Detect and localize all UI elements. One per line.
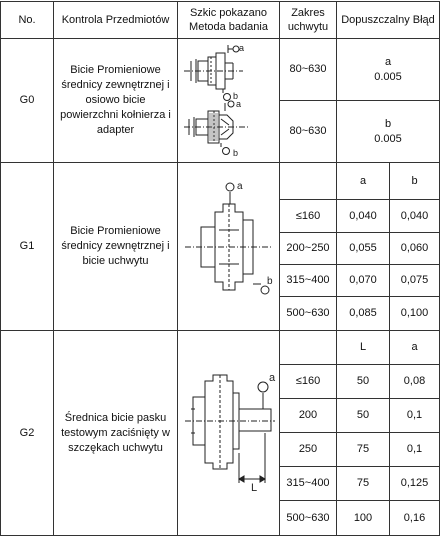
table-row <box>1 163 440 200</box>
range-g1-3: 315~400 <box>280 265 337 297</box>
value-g1-b: 0,060 <box>390 233 440 265</box>
sketch-g1-mark-b: b <box>267 275 273 287</box>
tolerance-g0-b <box>337 101 440 163</box>
header-no: No. <box>1 2 54 39</box>
sketch-g1-mark-a: a <box>237 180 243 192</box>
description-g2: Średnica bicie pasku testowym zaciśnięty w szczękach uchwytu <box>54 331 178 536</box>
value-g2-a: 0,08 <box>390 365 440 399</box>
header-row <box>1 2 440 39</box>
column-g2-a: a <box>390 331 440 365</box>
range-g2-4: 315~400 <box>280 467 337 501</box>
range-g1-header <box>280 163 337 200</box>
tolerance-value: 0.005 <box>374 70 402 83</box>
table-row <box>1 331 440 365</box>
value-g2-a: 0,1 <box>390 399 440 433</box>
sketch-g2 <box>178 331 280 536</box>
sketch-g2-mark-l: L <box>251 482 258 494</box>
range-g2-3: 250 <box>280 433 337 467</box>
value-g2-l: 75 <box>337 467 390 501</box>
header-zakres: Zakres uchwytu <box>280 2 337 39</box>
header-blad: Dopuszczalny Błąd <box>337 2 440 39</box>
column-g1-b: b <box>390 163 440 200</box>
sketch-g0-bottom-mark-b: b <box>233 147 239 158</box>
value-g2-l: 50 <box>337 399 390 433</box>
value-g2-a: 0,125 <box>390 467 440 501</box>
sketch-g0-top-mark-b: b <box>233 90 239 101</box>
value-g1-a: 0,040 <box>337 200 390 233</box>
value-g2-a: 0,1 <box>390 433 440 467</box>
value-g1-b: 0,040 <box>390 200 440 233</box>
range-g0-1: 80~630 <box>280 39 337 101</box>
tolerance-label: a <box>384 55 392 68</box>
column-g1-a: a <box>337 163 390 200</box>
description-g0: Bicie Promieniowe średnicy zewnętrznej i osiowo bicie powierzchni kołnierza i adapter <box>54 39 178 163</box>
chuck-runout-diagram <box>181 172 279 322</box>
column-g2-l: L <box>337 331 390 365</box>
header-szkic: Szkic pokazano Metoda badania <box>178 2 280 39</box>
sketch-g0 <box>178 39 280 163</box>
row-no-g1: G1 <box>1 163 54 331</box>
value-g1-a: 0,085 <box>337 297 390 331</box>
range-g2-2: 200 <box>280 399 337 433</box>
table-row <box>1 39 440 101</box>
value-g1-b: 0,100 <box>390 297 440 331</box>
range-g1-1: ≤160 <box>280 200 337 233</box>
tolerance-value: 0.005 <box>374 132 402 145</box>
range-g1-4: 500~630 <box>280 297 337 331</box>
range-g2-5: 500~630 <box>280 501 337 536</box>
range-g0-2: 80~630 <box>280 101 337 163</box>
value-g2-l: 75 <box>337 433 390 467</box>
inspection-table <box>0 1 440 536</box>
sketch-g2-mark-a: a <box>269 372 276 384</box>
range-g2-header <box>280 331 337 365</box>
test-bar-runout-diagram <box>181 353 279 513</box>
sketch-g0-top-mark-a: a <box>239 42 245 53</box>
chuck-flange-runout-diagram <box>181 41 279 161</box>
header-kontrola: Kontrola Przedmiotów <box>54 2 178 39</box>
value-g2-l: 100 <box>337 501 390 536</box>
sketch-g1 <box>178 163 280 331</box>
tolerance-label: b <box>384 117 392 130</box>
description-g1: Bicie Promieniowe średnicy zewnętrznej i bicie uchwytu <box>54 163 178 331</box>
value-g2-l: 50 <box>337 365 390 399</box>
range-g1-2: 200~250 <box>280 233 337 265</box>
value-g2-a: 0,16 <box>390 501 440 536</box>
tolerance-g0-a <box>337 39 440 101</box>
value-g1-a: 0,055 <box>337 233 390 265</box>
value-g1-b: 0,075 <box>390 265 440 297</box>
range-g2-1: ≤160 <box>280 365 337 399</box>
sketch-g0-bottom-mark-a: a <box>236 98 242 109</box>
row-no-g2: G2 <box>1 331 54 536</box>
value-g1-a: 0,070 <box>337 265 390 297</box>
row-no-g0: G0 <box>1 39 54 163</box>
